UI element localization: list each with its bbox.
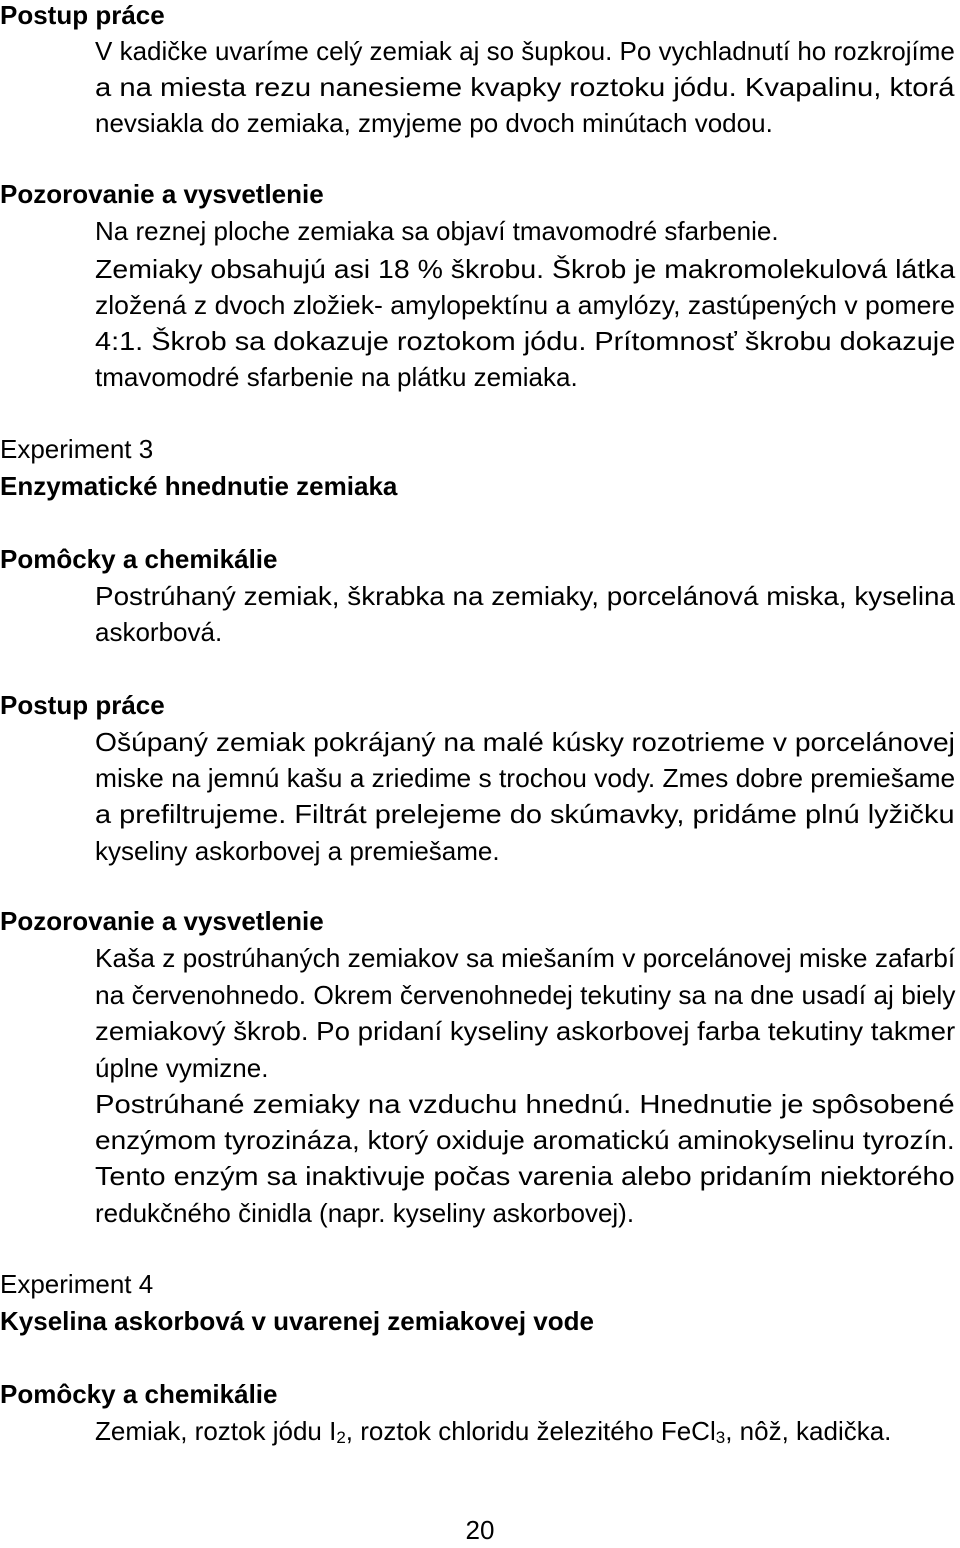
experiment-title: Enzymatické hnednutie zemiaka [0, 471, 398, 501]
paragraph-line: Kaša z postrúhaných zemiakov sa miešaním v porcelánovej miske zafarbí [95, 943, 956, 973]
paragraph-line: askorbová. [95, 617, 223, 647]
paragraph-line: na červenohnedo. Okrem červenohnedej tekutiny sa na dne usadí aj biely [95, 980, 956, 1010]
paragraph-line: Postrúhané zemiaky na vzduchu hnednú. Hnednutie je spôsobené [95, 1089, 955, 1119]
heading-equipment: Pomôcky a chemikálie [0, 544, 278, 574]
heading-observation: Pozorovanie a vysvetlenie [0, 906, 324, 936]
subscript: 3 [715, 1428, 726, 1447]
paragraph-line: Ošúpaný zemiak pokrájaný na malé kúsky rozotrieme v porcelánovej [95, 727, 955, 757]
experiment-label: Experiment 3 [0, 434, 154, 464]
paragraph-line: nevsiakla do zemiaka, zmyjeme po dvoch minútach vodou. [95, 108, 773, 138]
paragraph-line: enzýmom tyrozináza, ktorý oxiduje aromatickú aminokyselinu tyrozín. [95, 1125, 955, 1155]
paragraph-line: zložená z dvoch zložiek- amylopektínu a amylózy, zastúpených v pomere [95, 290, 956, 320]
text-run: , nôž, kadička. [725, 1416, 892, 1446]
paragraph-line: úplne vymizne. [95, 1053, 269, 1083]
paragraph-line: Postrúhaný zemiak, škrabka na zemiaky, porcelánová miska, kyselina [95, 581, 955, 611]
text-run: Zemiak, roztok jódu I [95, 1416, 337, 1446]
heading-observation: Pozorovanie a vysvetlenie [0, 179, 324, 209]
heading-procedure: Postup práce [0, 0, 165, 30]
paragraph-line: zemiakový škrob. Po pridaní kyseliny askorbovej farba tekutiny takmer [95, 1016, 956, 1046]
subscript: 2 [336, 1428, 346, 1447]
paragraph-line: kyseliny askorbovej a premiešame. [95, 836, 500, 866]
text-run: , roztok chloridu železitého FeCl [345, 1416, 716, 1446]
paragraph-line: Tento enzým sa inaktivuje počas varenia alebo pridaním niektorého [95, 1161, 955, 1191]
paragraph-line: 4:1. Škrob sa dokazuje roztokom jódu. Prítomnosť škrobu dokazuje [95, 326, 956, 356]
paragraph-line: Zemiaky obsahujú asi 18 % škrobu. Škrob je makromolekulová látka [95, 254, 956, 284]
paragraph-line [95, 1413, 891, 1456]
paragraph-line: miske na jemnú kašu a zriedime s trochou vody. Zmes dobre premiešame [95, 763, 956, 793]
page-number: 20 [465, 1515, 495, 1545]
paragraph-line: V kadičke uvaríme celý zemiak aj so šupkou. Po vychladnutí ho rozkrojíme [95, 36, 955, 66]
paragraph-line: a na miesta rezu nanesieme kvapky roztoku jódu. Kvapalinu, ktorá [95, 72, 955, 102]
paragraph-line: tmavomodré sfarbenie na plátku zemiaka. [95, 362, 578, 392]
experiment-label: Experiment 4 [0, 1269, 154, 1299]
experiment-title: Kyselina askorbová v uvarenej zemiakovej vode [0, 1306, 594, 1336]
heading-procedure: Postup práce [0, 690, 165, 720]
paragraph-line: a prefiltrujeme. Filtrát prelejeme do skúmavky, pridáme plnú lyžičku [95, 799, 955, 829]
paragraph-line: Na reznej ploche zemiaka sa objaví tmavomodré sfarbenie. [95, 216, 779, 246]
paragraph-line: redukčného činidla (napr. kyseliny askorbovej). [95, 1198, 635, 1228]
heading-equipment: Pomôcky a chemikálie [0, 1379, 278, 1409]
